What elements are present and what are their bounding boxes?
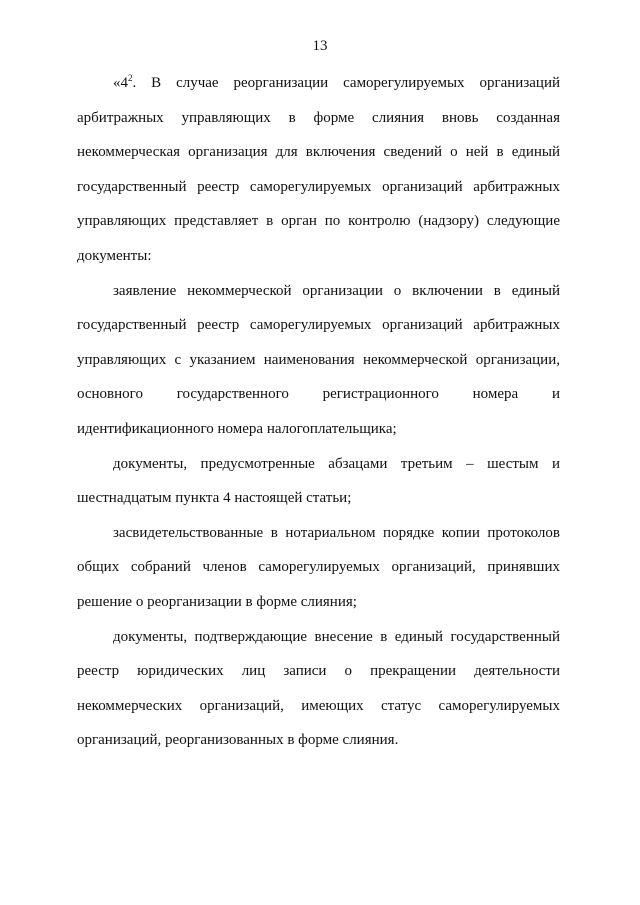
document-body xyxy=(77,66,560,758)
page-number: 13 xyxy=(312,38,328,54)
paragraph-notarized-copies: засвидетельствованные в нотариальном порядке копии протоколов общих собраний членов саморегулируемых организаций, принявших решение о реорганизации в форме слияния; xyxy=(77,524,560,610)
paragraph-intro-prefix: «4 xyxy=(113,75,128,91)
paragraph-intro-superscript: 2 xyxy=(128,73,133,83)
paragraph-application: заявление некоммерческой организации о включении в единый государственный реестр саморегулируемых организаций арбитражных управляющих с указанием наименования некоммерческой организации, основного государственного регистрационного номера и идентификационного номера налогоплательщика; xyxy=(77,282,560,437)
paragraph-intro xyxy=(77,66,560,274)
paragraph-registry-records: документы, подтверждающие внесение в единый государственный реестр юридических лиц записи о прекращении деятельности некоммерческих организаций, имеющих статус саморегулируемых организаций, реорганизованных в форме слияния. xyxy=(77,628,560,749)
paragraph-intro-text: . В случае реорганизации саморегулируемых организаций арбитражных управляющих в форме слияния вновь созданная некоммерческая организация для включения сведений о ней в единый государственный реестр саморегулируемых организаций арбитражных управляющих представляет в орган по контролю (надзору) следующие документы: xyxy=(77,75,560,264)
paragraph-documents: документы, предусмотренные абзацами третьим – шестым и шестнадцатым пункта 4 настоящей статьи; xyxy=(77,455,560,507)
